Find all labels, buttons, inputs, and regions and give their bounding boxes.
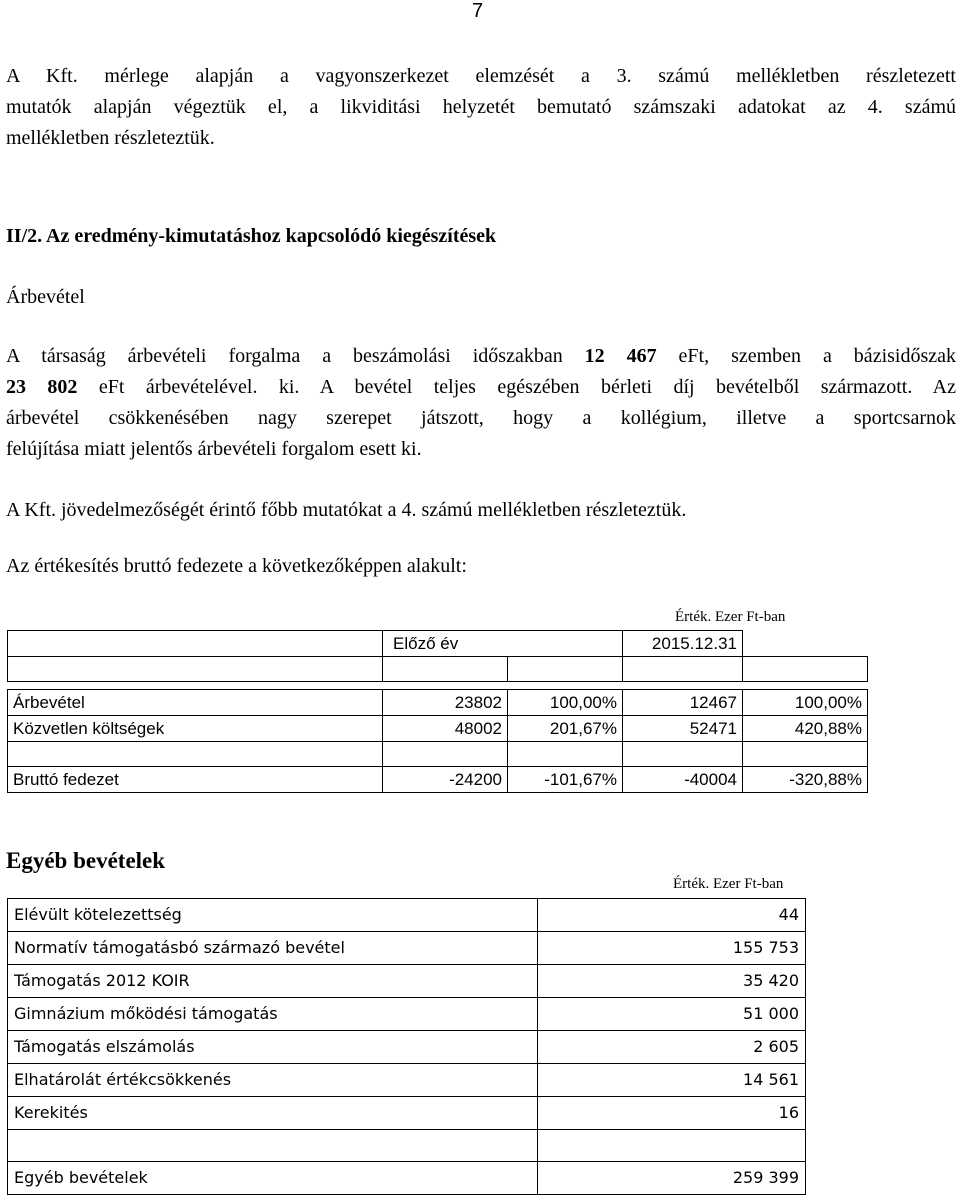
table-row <box>8 1097 806 1130</box>
row-value: 16 <box>538 1097 806 1130</box>
intro-paragraph <box>6 64 956 157</box>
gross-margin-table <box>7 630 868 793</box>
section-heading: II/2. Az eredmény-kimutatáshoz kapcsolódó kiegészítések <box>6 225 497 247</box>
page-number: 7 <box>472 0 484 22</box>
table-row <box>8 1064 806 1097</box>
row-label: Bruttó fedezet <box>8 767 383 793</box>
row-value: 35 420 <box>538 965 806 998</box>
row-label: Árbevétel <box>8 690 383 716</box>
table-cell <box>743 657 868 682</box>
revenue-line-1-a: A társaság árbevételi forgalma a beszámolási időszakban <box>6 345 585 367</box>
row-value: 155 753 <box>538 932 806 965</box>
current-revenue-value: 12 467 <box>584 345 657 367</box>
row-prev-value: 48002 <box>383 716 508 742</box>
row-label: Elhatárolát értékcsökkenés <box>8 1064 538 1097</box>
table1-header-curr: 2015.12.31 <box>623 631 743 657</box>
row-curr-value: -40004 <box>623 767 743 793</box>
table-row <box>8 1031 806 1064</box>
table1-spacer-row <box>8 657 868 682</box>
revenue-paragraph <box>6 344 956 468</box>
table-cell <box>508 657 623 682</box>
table-cell <box>8 657 383 682</box>
row-curr-pct: 420,88% <box>743 716 868 742</box>
table-row <box>8 965 806 998</box>
row-curr-pct: 100,00% <box>743 690 868 716</box>
row-prev-value: 23802 <box>383 690 508 716</box>
table-cell <box>623 682 743 690</box>
row-prev-pct: 201,67% <box>508 716 623 742</box>
total-label: Egyéb bevételek <box>8 1162 538 1195</box>
table-cell <box>383 742 508 767</box>
table-row <box>8 932 806 965</box>
base-revenue-value: 23 802 <box>6 376 78 398</box>
table1-header-empty <box>743 631 868 657</box>
table1-header-blank <box>8 631 383 657</box>
gross-margin-intro: Az értékesítés bruttó fedezete a következőképpen alakult: <box>6 555 467 577</box>
table-cell <box>538 1130 806 1162</box>
table-cell <box>623 742 743 767</box>
table-row <box>8 716 868 742</box>
revenue-line-1 <box>6 344 956 375</box>
row-prev-value: -24200 <box>383 767 508 793</box>
row-label: Normatív támogatásbó származó bevétel <box>8 932 538 965</box>
revenue-line-3: árbevétel csökkenésében nagy szerepet játszott, hogy a kollégium, illetve a sportcsarnok <box>6 407 956 429</box>
table1-spacer-row <box>8 742 868 767</box>
table-cell <box>8 742 383 767</box>
unit-label-table1: Érték. Ezer Ft-ban <box>675 609 786 625</box>
profitability-text: A Kft. jövedelmezőségét érintő főbb mutatókat a 4. számú mellékletben részleteztük. <box>6 499 687 521</box>
other-income-table <box>7 898 806 1195</box>
row-prev-pct: 100,00% <box>508 690 623 716</box>
row-label: Kerekités <box>8 1097 538 1130</box>
row-label: Támogatás 2012 KOIR <box>8 965 538 998</box>
row-curr-value: 52471 <box>623 716 743 742</box>
revenue-line-2 <box>6 375 956 406</box>
row-value: 51 000 <box>538 998 806 1031</box>
intro-line-3: mellékletben részleteztük. <box>6 127 215 149</box>
revenue-line-1-c: eFt, szemben a bázisidőszak <box>656 345 956 367</box>
row-value: 2 605 <box>538 1031 806 1064</box>
row-curr-pct: -320,88% <box>743 767 868 793</box>
table-row <box>8 690 868 716</box>
unit-label-table2: Érték. Ezer Ft-ban <box>673 876 784 892</box>
table1-header-row <box>8 631 868 657</box>
table-cell <box>508 682 623 690</box>
table-cell <box>508 742 623 767</box>
row-value: 14 561 <box>538 1064 806 1097</box>
table2-spacer-row <box>8 1130 806 1162</box>
table-row <box>8 899 806 932</box>
table-cell <box>383 682 508 690</box>
intro-line-2: mutatók alapján végeztük el, a likviditási helyzetét bemutató számszaki adatokat az 4. számú <box>6 96 956 118</box>
row-label: Elévült kötelezettség <box>8 899 538 932</box>
total-value: 259 399 <box>538 1162 806 1195</box>
row-label: Támogatás elszámolás <box>8 1031 538 1064</box>
table-row <box>8 767 868 793</box>
row-prev-pct: -101,67% <box>508 767 623 793</box>
table-cell <box>743 742 868 767</box>
table-cell <box>8 682 383 690</box>
row-curr-value: 12467 <box>623 690 743 716</box>
table-row <box>8 998 806 1031</box>
table-cell <box>623 657 743 682</box>
table1-spacer-row <box>8 682 868 690</box>
table-cell <box>743 682 868 690</box>
revenue-line-2-b: eFt árbevételével. ki. A bevétel teljes egészében bérleti díj bevételből származott. Az <box>77 376 956 398</box>
intro-line-1: A Kft. mérlege alapján a vagyonszerkezet elemzését a 3. számú mellékletben részletezett <box>6 65 956 87</box>
table-cell <box>383 657 508 682</box>
row-label: Közvetlen költségek <box>8 716 383 742</box>
table-cell <box>8 1130 538 1162</box>
table1-header-prev: Előző év <box>383 631 623 657</box>
sub-heading-revenue: Árbevétel <box>6 286 85 308</box>
other-income-heading: Egyéb bevételek <box>6 848 166 873</box>
revenue-line-4: felújítása miatt jelentős árbevételi forgalom esett ki. <box>6 438 422 460</box>
row-label: Gimnázium mőködési támogatás <box>8 998 538 1031</box>
row-value: 44 <box>538 899 806 932</box>
